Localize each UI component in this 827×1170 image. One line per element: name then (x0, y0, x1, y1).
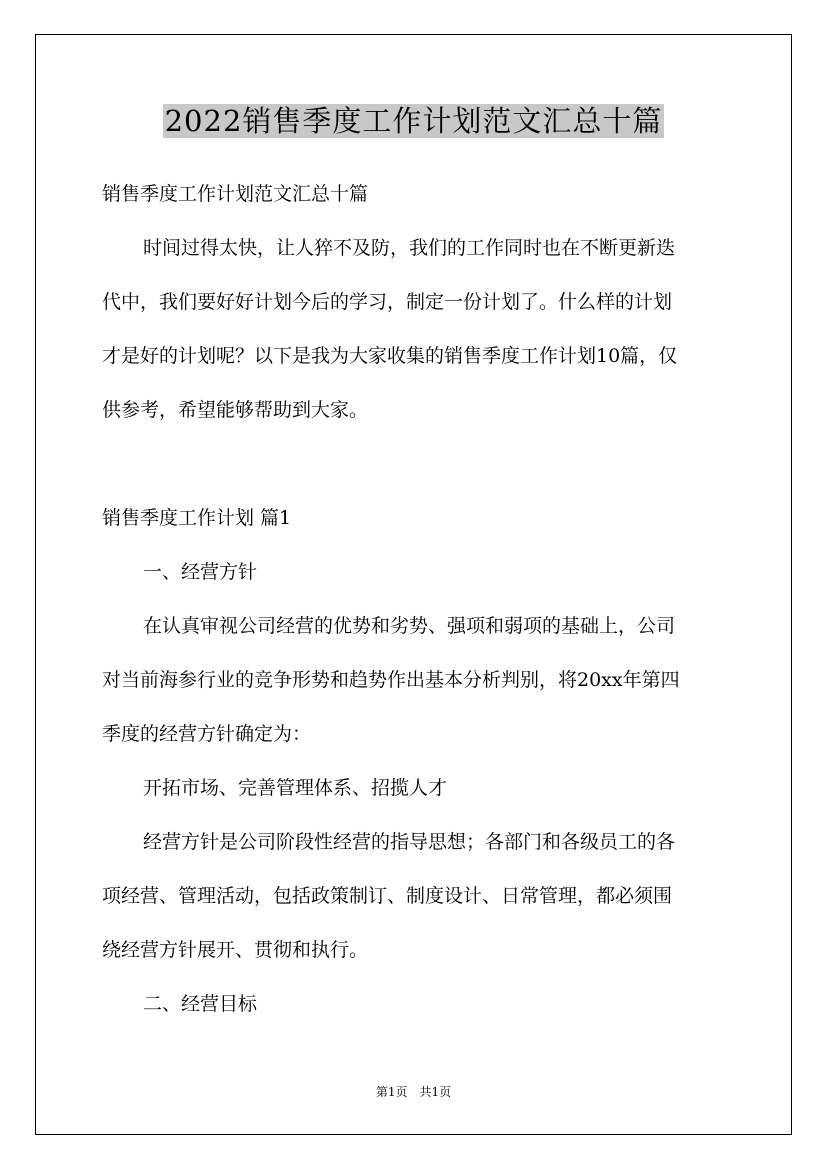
policy-statement: 开拓市场、完善管理体系、招揽人才 (143, 777, 448, 799)
intro-line-2: 代中，我们要好好计划今后的学习，制定一份计划了。什么样的计划 (102, 291, 673, 313)
para-1-line-2: 对当前海参行业的竞争形势和趋势作出基本分析判别，将20xx年第四 (102, 669, 680, 691)
document-subtitle: 销售季度工作计划范文汇总十篇 (102, 183, 369, 205)
intro-line-3: 才是好的计划呢？以下是我为大家收集的销售季度工作计划10篇，仅 (102, 345, 678, 367)
section-heading: 销售季度工作计划 篇1 (102, 507, 292, 529)
document-title: 2022销售季度工作计划范文汇总十篇 (164, 104, 663, 138)
para-2-line-2: 项经营、管理活动，包括政策制订、制度设计、日常管理，都必须围 (102, 885, 673, 907)
para-2-line-1: 经营方针是公司阶段性经营的指导思想；各部门和各级员工的各 (143, 831, 676, 853)
intro-line-4: 供参考，希望能够帮助到大家。 (102, 399, 369, 421)
intro-line-1: 时间过得太快，让人猝不及防，我们的工作同时也在不断更新迭 (143, 237, 676, 259)
para-2-line-3: 绕经营方针展开、贯彻和执行。 (102, 939, 369, 961)
para-1-line-3: 季度的经营方针确定为： (102, 723, 312, 745)
heading-business-goals: 二、经营目标 (143, 993, 258, 1015)
para-1-line-1: 在认真审视公司经营的优势和劣势、强项和弱项的基础上，公司 (143, 615, 676, 637)
heading-business-policy: 一、经营方针 (143, 561, 258, 583)
page-number: 第1页 共1页 (375, 1085, 452, 1099)
